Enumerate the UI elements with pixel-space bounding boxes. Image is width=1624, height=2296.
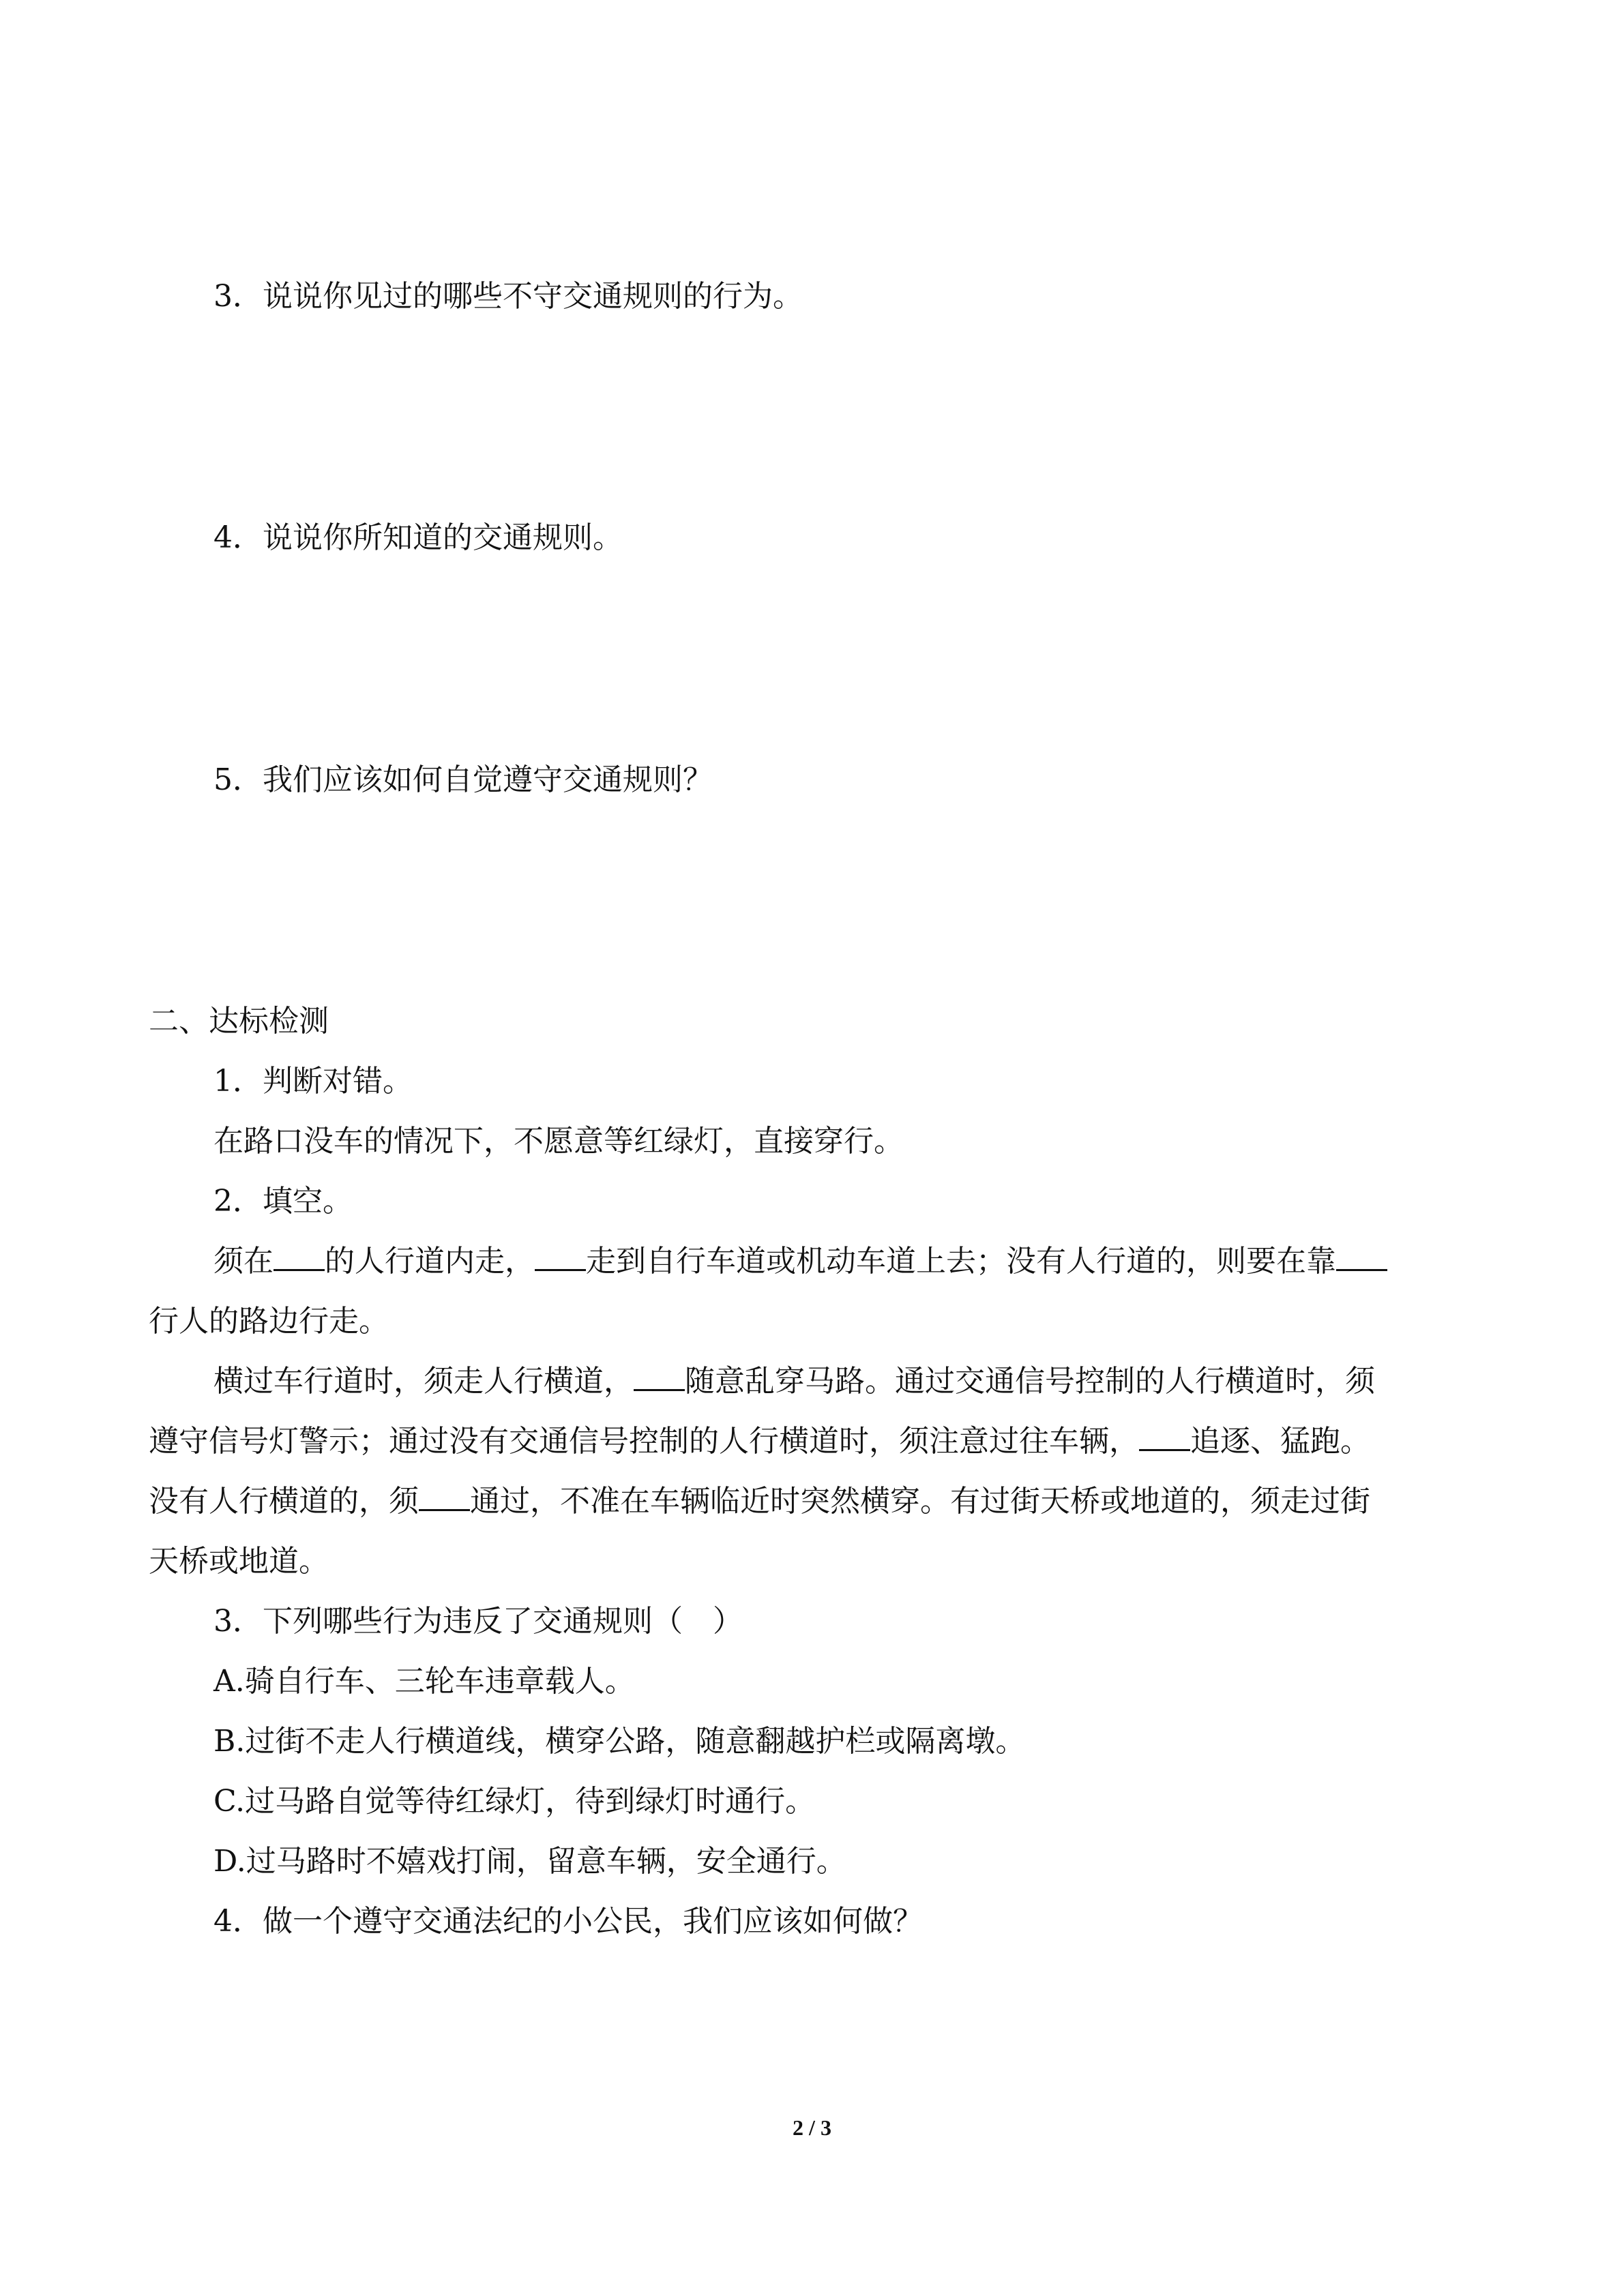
fill-blank-paragraph-2-line-2 [149, 1421, 1370, 1462]
fill-blank-paragraph-2-line-4: 天桥或地道。 [149, 1544, 329, 1579]
section-heading: 二、达标检测 [149, 1004, 329, 1039]
question-4-prompt: 4．说说你所知道的交通规则。 [213, 520, 623, 555]
blank-1[interactable] [274, 1242, 325, 1271]
question-3-prompt: 3．说说你见过的哪些不守交通规则的行为。 [213, 279, 803, 314]
text-segment: 走到自行车道或机动车道上去；没有人行道的，则要在靠 [586, 1244, 1336, 1279]
blank-4[interactable] [634, 1362, 685, 1391]
choice-question-title: 3．下列哪些行为违反了交通规则（ ） [213, 1604, 743, 1639]
text-segment: 横过车行道时，须走人行横道， [213, 1364, 634, 1399]
text-segment: 的人行道内走， [325, 1244, 535, 1279]
blank-2[interactable] [535, 1242, 586, 1271]
fill-blank-paragraph-2-line-1 [213, 1361, 1375, 1402]
text-segment: 没有人行横道的，须 [149, 1484, 419, 1519]
judge-question-statement: 在路口没车的情况下，不愿意等红绿灯，直接穿行。 [213, 1124, 904, 1159]
open-question-4-prompt: 4．做一个遵守交通法纪的小公民，我们应该如何做？ [213, 1904, 923, 1939]
page-number: 2 / 3 [793, 2115, 831, 2140]
fill-blank-paragraph-2-line-3 [149, 1481, 1370, 1522]
choice-option-d[interactable]: D.过马路时不嬉戏打闹，留意车辆，安全通行。 [213, 1844, 846, 1879]
text-segment: 追逐、猛跑。 [1190, 1424, 1370, 1459]
judge-question-title: 1．判断对错。 [213, 1064, 413, 1099]
choice-option-b[interactable]: B.过街不走人行横道线，横穿公路，随意翻越护栏或隔离墩。 [213, 1724, 1026, 1759]
blank-6[interactable] [419, 1482, 470, 1511]
question-5-prompt: 5．我们应该如何自觉遵守交通规则？ [213, 762, 713, 797]
fill-blank-paragraph-1-line-2: 行人的路边行走。 [149, 1304, 389, 1339]
choice-option-a[interactable]: A.骑自行车、三轮车违章载人。 [213, 1664, 635, 1699]
choice-option-c[interactable]: C.过马路自觉等待红绿灯，待到绿灯时通行。 [213, 1784, 816, 1819]
text-segment: 随意乱穿马路。通过交通信号控制的人行横道时，须 [685, 1364, 1375, 1399]
blank-3[interactable] [1336, 1242, 1387, 1271]
text-segment: 通过，不准在车辆临近时突然横穿。有过街天桥或地道的，须走过街 [470, 1484, 1370, 1519]
text-segment: 须在 [213, 1244, 274, 1279]
fill-blank-paragraph-1-line-1 [213, 1241, 1387, 1282]
text-segment: 遵守信号灯警示；通过没有交通信号控制的人行横道时，须注意过往车辆， [149, 1424, 1139, 1459]
fill-blank-title: 2．填空。 [213, 1184, 353, 1219]
blank-5[interactable] [1139, 1422, 1190, 1451]
